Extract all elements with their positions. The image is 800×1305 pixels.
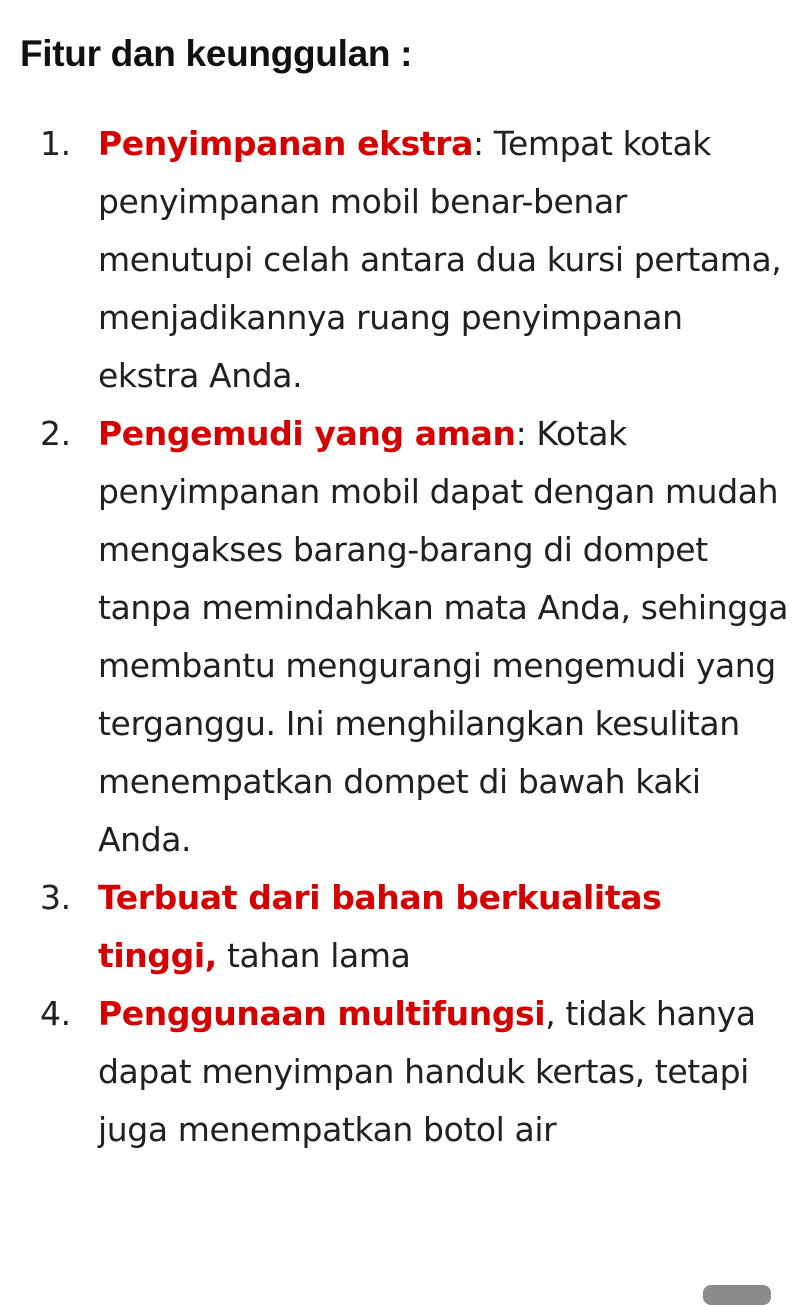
feature-description: : Kotak penyimpanan mobil dapat dengan mudah mengakses barang-barang di dompet tanpa memindahkan mata Anda, sehingga membantu mengurangi mengemudi yang terganggu. Ini menghilangkan kesulitan menempatkan dompet di bawah kaki Anda.: [98, 414, 789, 859]
page-heading: Fitur dan keunggulan :: [20, 33, 413, 74]
feature-item-2: [0, 405, 800, 869]
feature-description: : Tempat kotak penyimpanan mobil benar-benar menutupi celah antara dua kursi pertama, menjadikannya ruang penyimpanan ekstra Anda.: [98, 124, 782, 395]
feature-description: tahan lama: [216, 936, 411, 975]
feature-item-3: [0, 869, 800, 985]
feature-list: [0, 115, 800, 1159]
feature-number: 3.: [40, 878, 71, 917]
feature-number: 1.: [40, 124, 71, 163]
feature-title: Penyimpanan ekstra: [98, 124, 473, 163]
feature-title: Penggunaan multifungsi: [98, 994, 546, 1033]
feature-number: 4.: [40, 994, 71, 1033]
feature-item-4: [0, 985, 800, 1159]
feature-title: Pengemudi yang aman: [98, 414, 516, 453]
feature-title: Terbuat dari bahan berkualitas tinggi,: [98, 878, 662, 975]
feature-item-1: [0, 115, 800, 405]
feature-description: , tidak hanya dapat menyimpan handuk kertas, tetapi juga menempatkan botol air: [98, 994, 756, 1149]
feature-number: 2.: [40, 414, 71, 453]
scroll-handle[interactable]: [703, 1285, 771, 1305]
